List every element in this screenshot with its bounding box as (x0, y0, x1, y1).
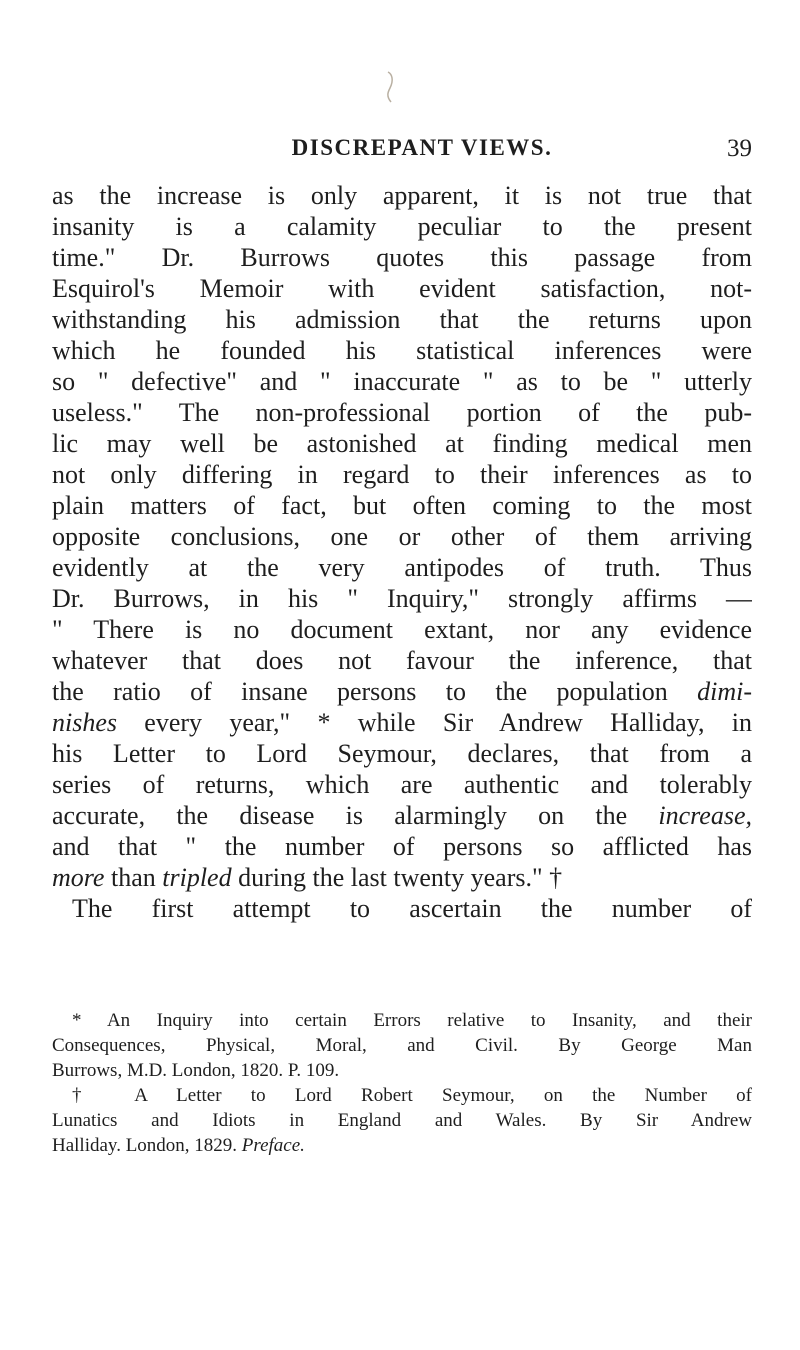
text-line: whatever that does not favour the inference, that (52, 646, 752, 675)
text-line: The first attempt to ascertain the number of (72, 894, 752, 923)
body-text (52, 180, 752, 924)
footnotes (52, 1008, 752, 1158)
text-line: his Letter to Lord Seymour, declares, that from a (52, 739, 752, 768)
text-line: Esquirol's Memoir with evident satisfaction, not- (52, 274, 752, 303)
italic-run: increase, (658, 801, 752, 830)
text-line: and that " the number of persons so afflicted has (52, 832, 752, 861)
italic-run: nishes (52, 708, 117, 737)
text-line: so " defective" and " inaccurate " as to be " utterly (52, 367, 752, 396)
running-head (52, 135, 752, 165)
page-number: 39 (727, 135, 752, 162)
text-line: withstanding his admission that the returns upon (52, 305, 752, 334)
text-line: which he founded his statistical inferences were (52, 336, 752, 365)
footnote-line: † A Letter to Lord Robert Seymour, on the Number of (72, 1085, 752, 1106)
footnote-line: Lunatics and Idiots in England and Wales. By Sir Andrew (52, 1110, 752, 1131)
text-line (52, 707, 752, 738)
text-run: Halliday. London, 1829. (52, 1135, 242, 1156)
text-line: lic may well be astonished at finding medical men (52, 429, 752, 458)
italic-run: dimi- (697, 677, 752, 706)
text-line: " There is no document extant, nor any evidence (52, 615, 752, 644)
italic-run: Preface. (241, 1135, 305, 1156)
text-line: as the increase is only apparent, it is not true that (52, 181, 752, 210)
text-run: during the last twenty years." † (231, 863, 563, 892)
text-line: insanity is a calamity peculiar to the present (52, 212, 752, 241)
text-line (52, 800, 752, 831)
footnote-line: Burrows, M.D. London, 1820. P. 109. (52, 1060, 340, 1081)
text-line: time." Dr. Burrows quotes this passage from (52, 243, 752, 272)
text-line: evidently at the very antipodes of truth. Thus (52, 553, 752, 582)
text-line (52, 676, 752, 707)
text-line: plain matters of fact, but often coming to the most (52, 491, 752, 520)
text-line: not only differing in regard to their inferences as to (52, 460, 752, 489)
text-run: the ratio of insane persons to the population (52, 677, 668, 706)
footnote-line: Consequences, Physical, Moral, and Civil. By George Man (52, 1035, 752, 1056)
text-line: Dr. Burrows, in his " Inquiry," strongly affirms — (52, 584, 752, 613)
text-line: series of returns, which are authentic and tolerably (52, 770, 752, 799)
text-line: useless." The non-professional portion of the pub- (52, 398, 752, 427)
running-head-title: DISCREPANT VIEWS. (291, 135, 553, 160)
text-run: accurate, the disease is alarmingly on the (52, 801, 659, 830)
text-line (52, 862, 752, 893)
italic-run: more (52, 863, 105, 892)
footnote-line: * An Inquiry into certain Errors relative to Insanity, and their (72, 1010, 752, 1031)
ink-mark (382, 70, 398, 104)
text-run: every year," * while Sir Andrew Halliday, in (117, 708, 752, 737)
text-run: than (104, 863, 163, 892)
italic-run: tripled (162, 863, 232, 892)
footnote-line (52, 1133, 752, 1158)
text-line: opposite conclusions, one or other of them arriving (52, 522, 752, 551)
